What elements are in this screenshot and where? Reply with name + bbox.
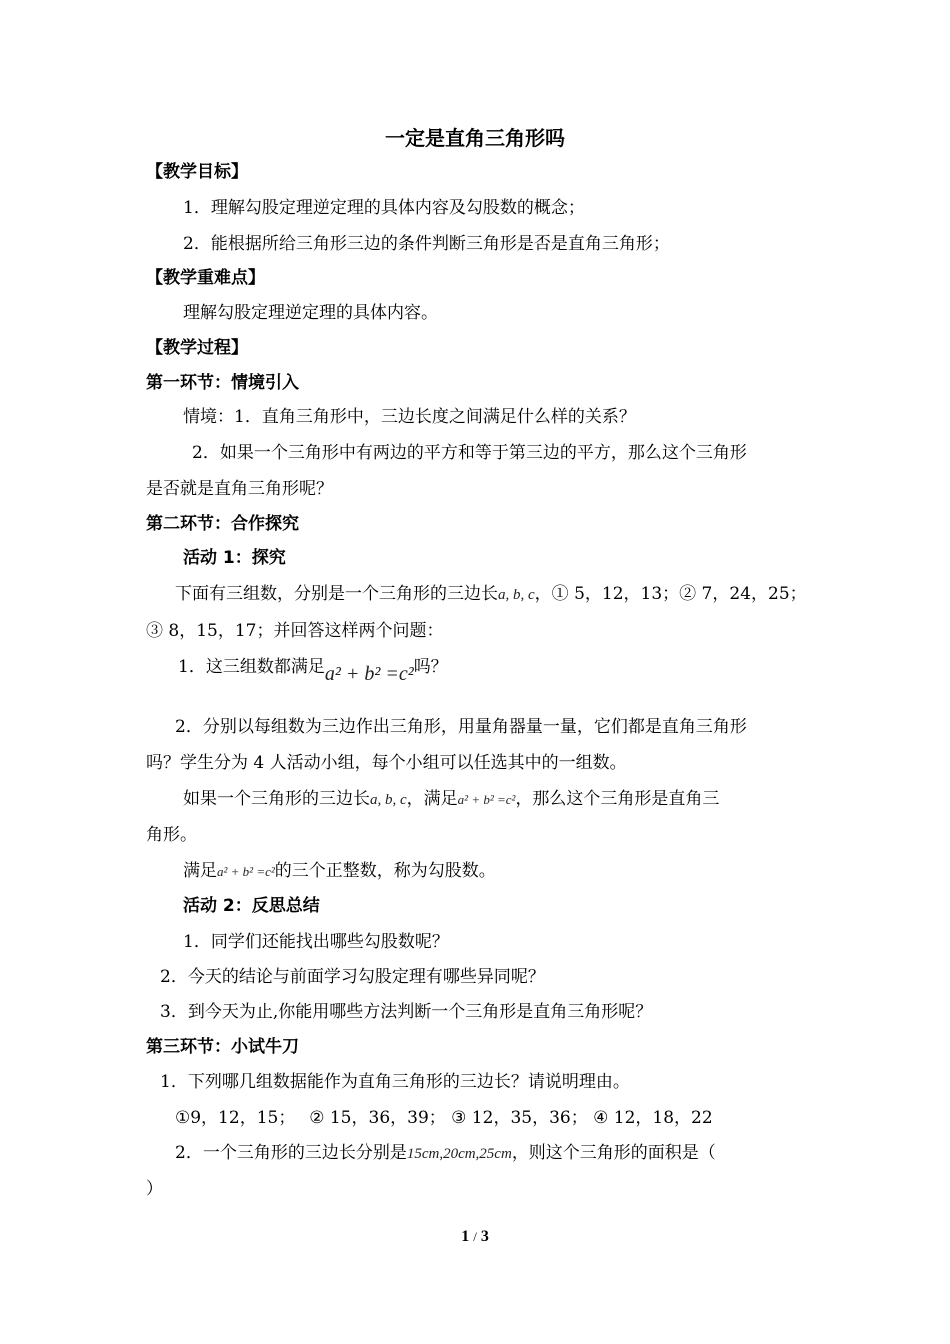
text: 吗？: [413, 657, 448, 677]
heading-key-points: 【教学重难点】: [146, 268, 265, 288]
activity-1-title: 活动 1：探究: [183, 548, 286, 568]
goal-1: 1．理解勾股定理逆定理的具体内容及勾股数的概念；: [183, 198, 585, 218]
section-2-title: 第二环节：合作探究: [146, 514, 299, 534]
page-separator: /: [473, 1229, 477, 1244]
page-current: 1: [461, 1228, 470, 1245]
page-title: 一定是直角三角形吗: [385, 126, 565, 150]
goal-2: 2．能根据所给三角形三边的条件判断三角形是否是直角三角形；: [183, 234, 670, 254]
activity-2-title: 活动 2：反思总结: [183, 896, 320, 916]
text: 满足: [183, 861, 217, 881]
section-1-para-2b: 是否就是直角三角形呢？: [146, 479, 333, 499]
section-1-para-1: 情境：1．直角三角形中，三边长度之间满足什么样的关系？: [183, 407, 636, 427]
math-abc: a, b, c: [498, 587, 535, 603]
question-1: [178, 654, 848, 685]
heading-process: 【教学过程】: [146, 338, 248, 358]
section-1-para-2a: 2．如果一个三角形中有两边的平方和等于第三边的平方，那么这个三角形: [192, 443, 747, 463]
reflection-3: 3．到今天为止,你能用哪些方法判断一个三角形是直角三角形呢？: [160, 1002, 653, 1022]
conclusion-a: [183, 787, 853, 812]
exercise-2b: ）: [146, 1179, 163, 1199]
text: 的三个正整数，称为勾股数。: [274, 861, 496, 881]
activity-1-para-1b: ③ 8，15，17；并回答这样两个问题：: [146, 621, 444, 641]
exercise-1-options: ①9，12，15； ② 15，36，39； ③ 12，35，36； ④ 12，18，22: [175, 1108, 713, 1128]
text: 如果一个三角形的三边长: [183, 789, 370, 809]
text: ，① 5，12，13；② 7，24，25；: [534, 584, 807, 604]
activity-1-para-1a: [175, 582, 845, 607]
reflection-1: 1．同学们还能找出哪些勾股数呢？: [183, 932, 449, 952]
page-total: 3: [480, 1228, 489, 1245]
formula-inline: a² + b² =c²: [457, 792, 516, 807]
section-1-title: 第一环节：情境引入: [146, 373, 299, 393]
page-number: [0, 1228, 950, 1246]
text: 1．这三组数都满足: [178, 657, 325, 677]
formula-inline: a² + b² =c²: [217, 864, 275, 879]
exercise-2a: [175, 1141, 845, 1166]
conclusion-b: 角形。: [146, 825, 197, 845]
section-3-title: 第三环节：小试牛刀: [146, 1037, 299, 1057]
question-2a: 2．分别以每组数为三边作出三角形，用量角器量一量，它们都是直角三角形: [175, 717, 747, 737]
text: 2．一个三角形的三边长分别是: [175, 1143, 407, 1163]
key-point-1: 理解勾股定理逆定理的具体内容。: [183, 303, 438, 323]
text: 下面有三组数，分别是一个三角形的三边长: [175, 584, 498, 604]
math-side-lengths: 15cm,20cm,25cm: [406, 1146, 512, 1162]
math-abc: a, b, c: [370, 792, 407, 808]
text: ，满足: [406, 789, 458, 809]
question-2b: 吗？学生分为 4 人活动小组，每个小组可以任选其中的一组数。: [146, 753, 627, 773]
reflection-2: 2．今天的结论与前面学习勾股定理有哪些异同呢？: [160, 967, 545, 987]
heading-goals: 【教学目标】: [146, 162, 248, 182]
exercise-1: 1．下列哪几组数据能作为直角三角形的三边长？请说明理由。: [160, 1072, 630, 1092]
definition: [183, 859, 853, 884]
text: ，则这个三角形的面积是（: [511, 1143, 716, 1163]
text: ，那么这个三角形是直角三: [515, 789, 720, 809]
formula-pythagorean: a² + b² =c²: [324, 663, 414, 685]
